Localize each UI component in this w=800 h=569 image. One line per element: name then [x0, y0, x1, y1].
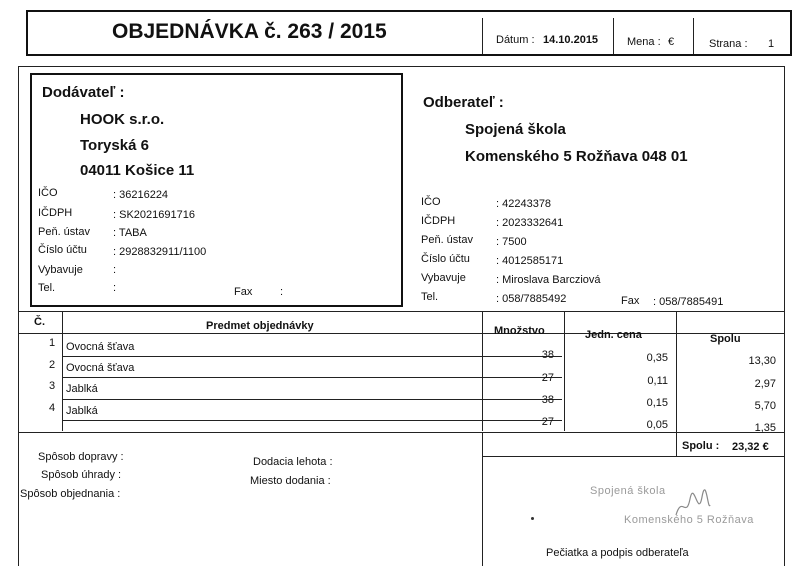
- supplier-street: Toryská 6: [80, 137, 149, 154]
- transport-label: Spôsob dopravy :: [38, 451, 124, 463]
- ordering-label: Spôsob objednania :: [20, 488, 121, 500]
- supplier-bank-value: : TABA: [113, 227, 147, 239]
- table-row-item: Jablká: [66, 383, 98, 395]
- table-row-no: 3: [49, 380, 56, 392]
- table-row-total: 5,70: [754, 400, 776, 412]
- table-row-qty: 27: [541, 372, 554, 384]
- currency-label: Mena :: [627, 36, 661, 48]
- supplier-account-label: Číslo účtu: [38, 244, 87, 256]
- customer-heading: Odberateľ :: [423, 94, 504, 111]
- row-separator: [62, 399, 562, 400]
- sum-label: Spolu :: [682, 440, 720, 452]
- customer-ico-value: : 42243378: [496, 198, 552, 210]
- customer-icdph-value: : 2023332641: [496, 217, 564, 229]
- header-divider: [613, 18, 614, 54]
- supplier-box: [30, 73, 403, 307]
- supplier-icdph-label: IČDPH: [38, 207, 73, 219]
- table-row-price: 0,05: [646, 419, 668, 431]
- supplier-fax-label: Fax: [234, 286, 253, 298]
- customer-icdph-label: IČDPH: [421, 215, 456, 227]
- supplier-fax-value: :: [280, 286, 284, 298]
- delivery-term-label: Dodacia lehota :: [253, 456, 333, 468]
- page-value: 1: [768, 38, 775, 50]
- table-row-total: 1,35: [754, 422, 776, 434]
- page-label: Strana :: [709, 38, 748, 50]
- supplier-heading: Dodávateľ :: [42, 84, 125, 101]
- supplier-ico-value: : 36216224: [113, 189, 169, 201]
- document-title: OBJEDNÁVKA č. 263 / 2015: [112, 20, 387, 43]
- table-top-line: [18, 311, 784, 312]
- currency-value: €: [668, 36, 675, 48]
- row-separator: [62, 356, 562, 357]
- table-row-item: Ovocná šťava: [66, 341, 135, 353]
- customer-fax-label: Fax: [621, 295, 640, 307]
- customer-bank-value: : 7500: [496, 236, 527, 248]
- supplier-city: 04011 Košice 11: [80, 162, 195, 179]
- col-header-total: Spolu: [710, 333, 741, 345]
- col-header-unit-price: Jedn. cena: [585, 329, 642, 341]
- table-row-no: 2: [49, 359, 56, 371]
- customer-account-value: : 4012585171: [496, 255, 564, 267]
- customer-ico-label: IČO: [421, 196, 441, 208]
- customer-address: Komenského 5 Rožňava 048 01: [465, 148, 688, 165]
- sum-value: 23,32 €: [732, 441, 769, 453]
- table-row-price: 0,15: [646, 397, 668, 409]
- delivery-place-label: Miesto dodania :: [250, 475, 331, 487]
- supplier-ico-label: IČO: [38, 187, 58, 199]
- table-row-total: 2,97: [754, 378, 776, 390]
- customer-tel-label: Tel.: [421, 291, 439, 303]
- customer-bank-label: Peň. ústav: [421, 234, 473, 246]
- table-col-divider: [482, 311, 483, 431]
- footer-divider: [482, 432, 483, 566]
- supplier-contact-label: Vybavuje: [38, 264, 83, 276]
- supplier-contact-value: :: [113, 264, 117, 276]
- date-value: 14.10.2015: [543, 34, 599, 46]
- table-row-total: 13,30: [748, 355, 776, 367]
- frame-line: [18, 66, 784, 67]
- supplier-account-value: : 2928832911/1100: [113, 246, 207, 258]
- table-row-price: 0,11: [647, 375, 668, 387]
- col-header-item: Predmet objednávky: [206, 320, 314, 332]
- dot-mark: [531, 517, 534, 520]
- table-row-qty: 38: [541, 349, 554, 361]
- table-bottom-line: [18, 432, 784, 433]
- row-separator: [62, 420, 562, 421]
- table-row-no: 1: [49, 337, 56, 349]
- frame-line: [784, 66, 785, 566]
- customer-account-label: Číslo účtu: [421, 253, 470, 265]
- supplier-icdph-value: : SK2021691716: [113, 209, 195, 221]
- customer-contact-label: Vybavuje: [421, 272, 466, 284]
- col-header-no: Č.: [34, 316, 45, 328]
- customer-name: Spojená škola: [465, 121, 566, 138]
- row-separator: [62, 377, 562, 378]
- sum-line: [482, 456, 784, 457]
- header-divider: [482, 18, 483, 54]
- date-label: Dátum :: [496, 34, 535, 46]
- table-col-divider: [564, 311, 565, 431]
- supplier-tel-label: Tel.: [38, 282, 56, 294]
- col-header-qty: Množstvo: [494, 325, 545, 337]
- stamp-line-2: Komenského 5 Rožňava: [624, 514, 754, 526]
- table-row-item: Jablká: [66, 405, 98, 417]
- payment-label: Spôsob úhrady :: [41, 469, 122, 481]
- table-col-divider: [676, 311, 677, 456]
- table-row-price: 0,35: [646, 352, 668, 364]
- customer-tel-value: : 058/7885492: [496, 293, 567, 305]
- table-col-divider: [62, 311, 63, 431]
- signature-label: Pečiatka a podpis odberateľa: [546, 547, 689, 559]
- supplier-bank-label: Peň. ústav: [38, 226, 90, 238]
- frame-line: [18, 66, 19, 566]
- table-row-no: 4: [49, 402, 56, 414]
- table-row-qty: 27: [541, 416, 554, 428]
- table-row-item: Ovocná šťava: [66, 362, 135, 374]
- table-header-line: [18, 333, 784, 334]
- supplier-tel-value: :: [113, 282, 117, 294]
- table-row-qty: 38: [541, 394, 554, 406]
- signature-icon: [672, 485, 712, 525]
- supplier-name: HOOK s.r.o.: [80, 111, 165, 128]
- customer-contact-value: : Miroslava Barcziová: [496, 274, 601, 286]
- header-divider: [693, 18, 694, 54]
- customer-fax-value: : 058/7885491: [653, 296, 724, 308]
- stamp-line-1: Spojená škola: [590, 485, 666, 497]
